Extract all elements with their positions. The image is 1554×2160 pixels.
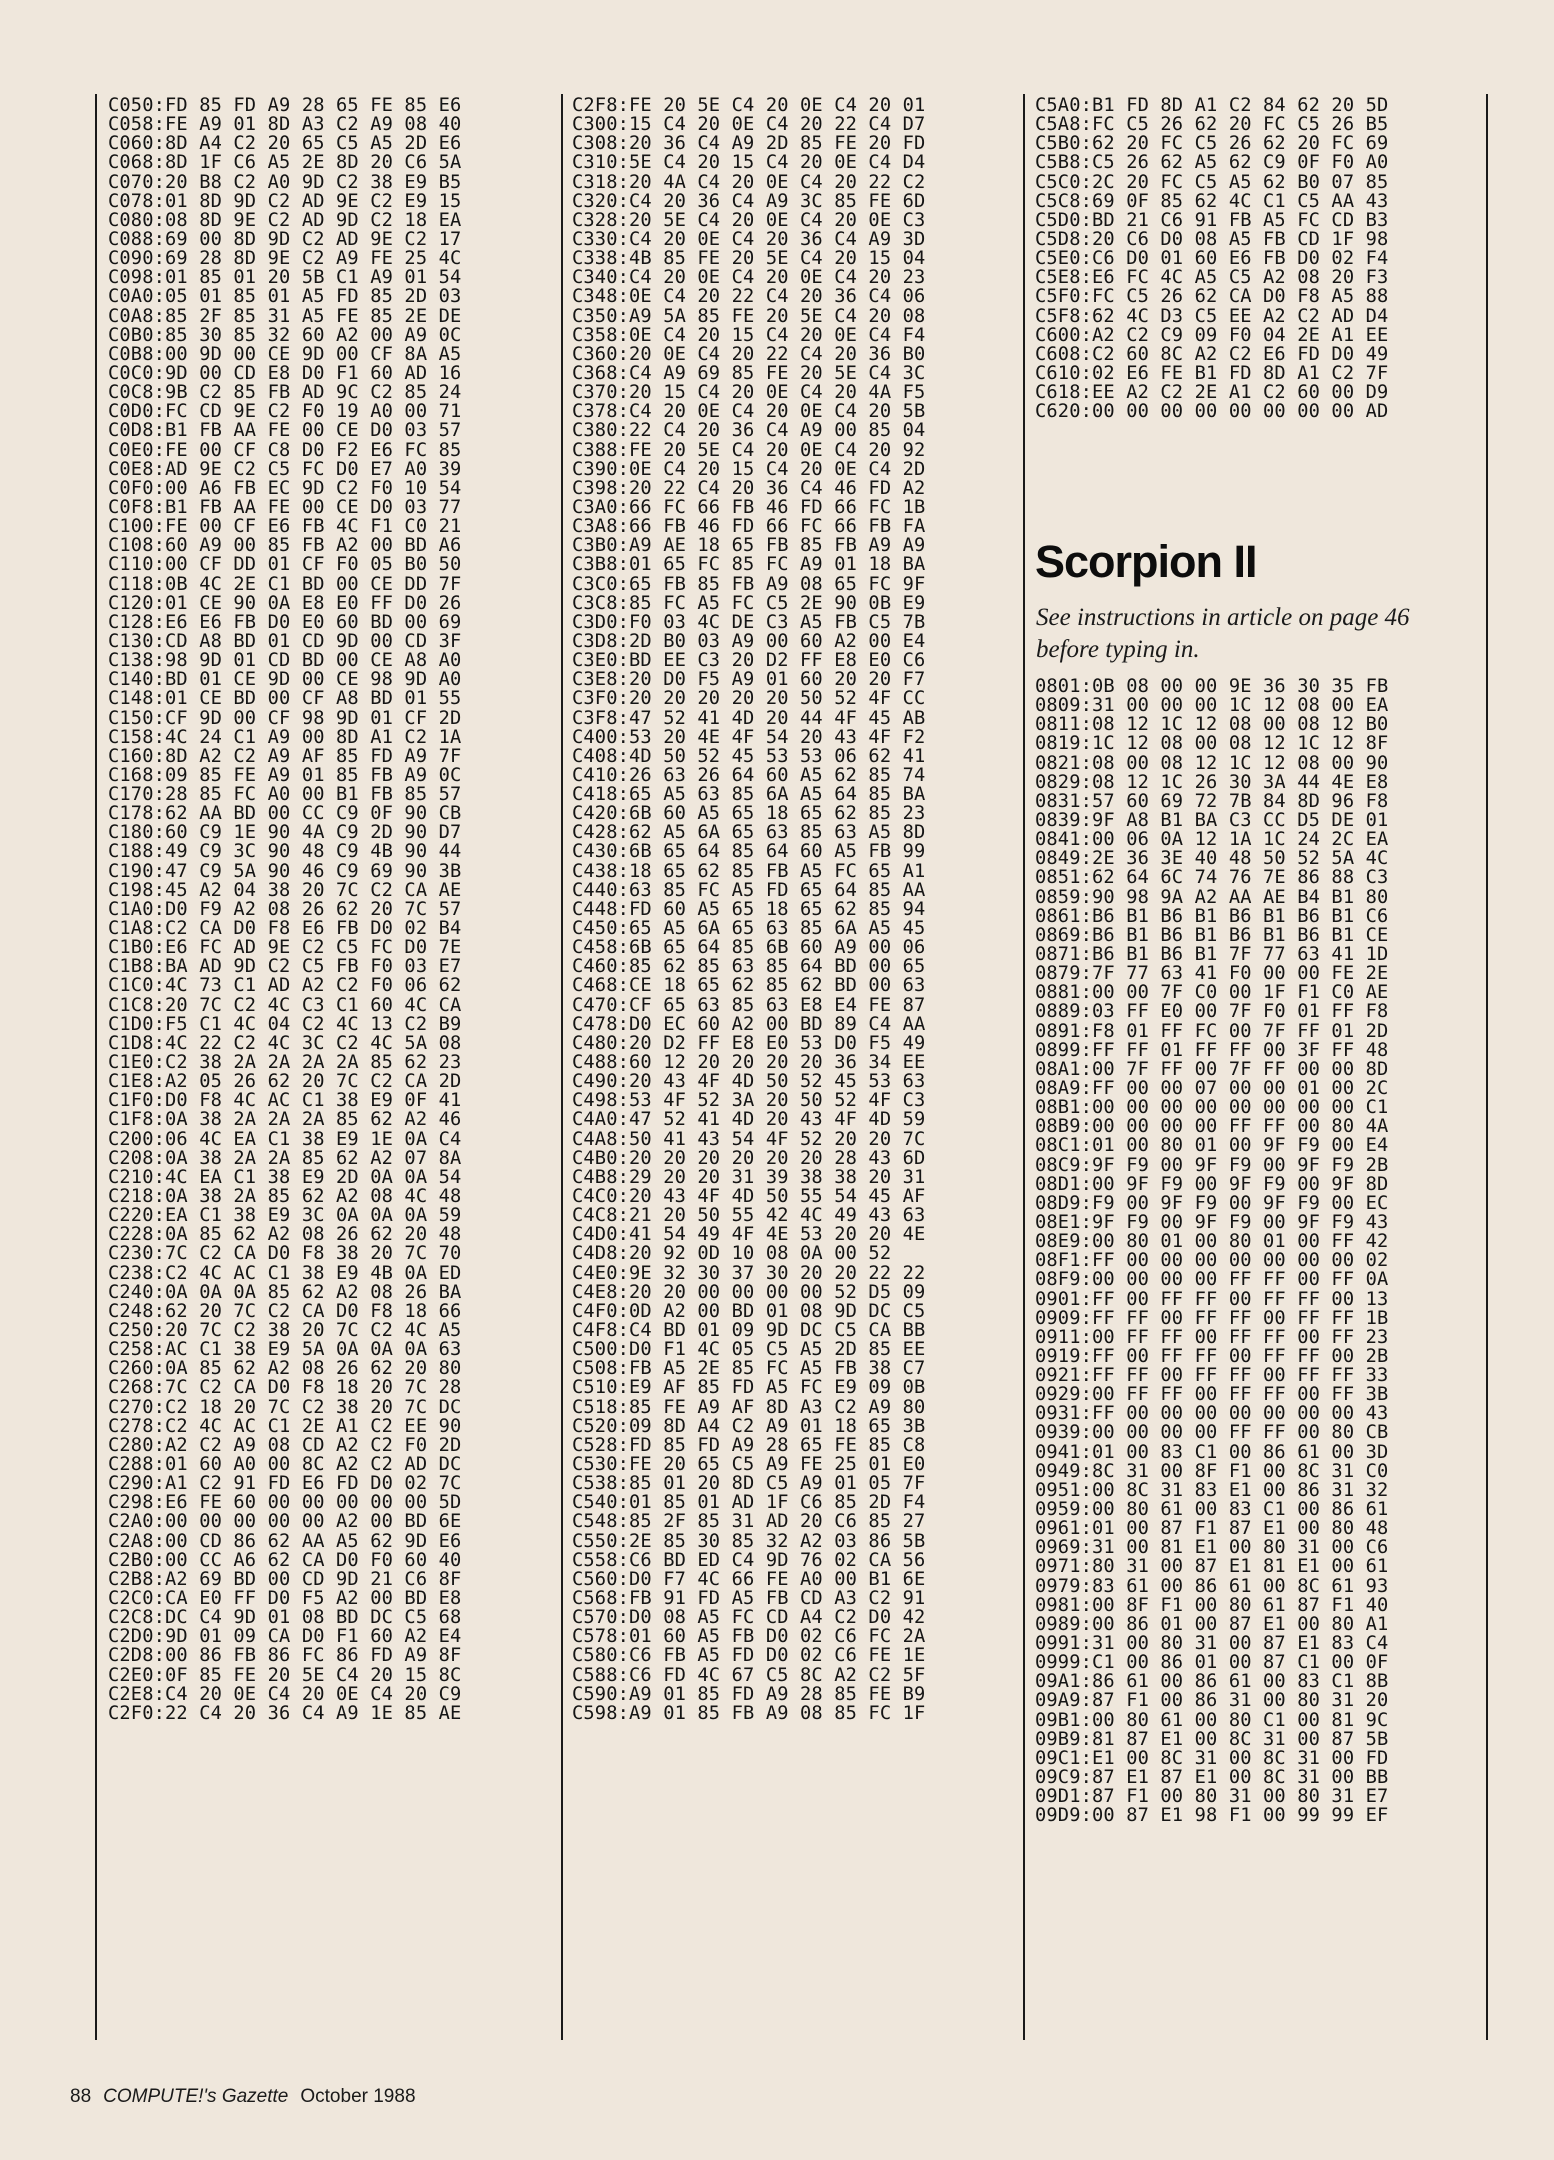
column-divider-right	[1486, 94, 1488, 2040]
listing-line: 0969:31 00 81 E1 00 80 31 00 C6	[1035, 1537, 1389, 1559]
listing-line: C498:53 4F 52 3A 20 50 52 4F C3	[572, 1090, 926, 1112]
listing-line: 0809:31 00 00 00 1C 12 08 00 EA	[1035, 695, 1389, 717]
listing-line: C1B8:BA AD 9D C2 C5 FB F0 03 E7	[108, 956, 462, 978]
listing-line: C150:CF 9D 00 CF 98 9D 01 CF 2D	[108, 707, 462, 729]
listing-line: C4C0:20 43 4F 4D 50 55 54 45 AF	[572, 1186, 926, 1208]
listing-line: C300:15 C4 20 0E C4 20 22 C4 D7	[572, 114, 926, 136]
listing-line: 08F1:FF 00 00 00 00 00 00 00 02	[1035, 1250, 1389, 1272]
listing-line: 0989:00 86 01 00 87 E1 00 80 A1	[1035, 1613, 1389, 1635]
listing-line: 0821:08 00 08 12 1C 12 08 00 90	[1035, 752, 1389, 774]
listing-line: 0859:90 98 9A A2 AA AE B4 B1 80	[1035, 886, 1389, 908]
listing-line: C1A0:D0 F9 A2 08 26 62 20 7C 57	[108, 898, 462, 920]
listing-line: C4F0:0D A2 00 BD 01 08 9D DC C5	[572, 1300, 926, 1322]
listing-line: C130:CD A8 BD 01 CD 9D 00 CD 3F	[108, 630, 462, 652]
listing-line: C088:69 00 8D 9D C2 AD 9E C2 17	[108, 228, 462, 250]
listing-line: C1E0:C2 38 2A 2A 2A 2A 85 62 23	[108, 1052, 462, 1074]
listing-line: C3F0:20 20 20 20 20 50 52 4F CC	[572, 688, 926, 710]
listing-line: 0901:FF 00 FF FF 00 FF FF 00 13	[1035, 1288, 1389, 1310]
listing-line: C4D0:41 54 49 4F 4E 53 20 20 4E	[572, 1224, 926, 1246]
listing-line: 09D9:00 87 E1 98 F1 00 99 99 EF	[1035, 1805, 1389, 1827]
listing-line: C100:FE 00 CF E6 FB 4C F1 C0 21	[108, 516, 462, 538]
listing-line: C178:62 AA BD 00 CC C9 0F 90 CB	[108, 803, 462, 825]
listing-line: C188:49 C9 3C 90 48 C9 4B 90 44	[108, 841, 462, 863]
listing-line: C350:A9 5A 85 FE 20 5E C4 20 08	[572, 305, 926, 327]
listing-line: 0851:62 64 6C 74 76 7E 86 88 C3	[1035, 867, 1389, 889]
listing-line: C5A0:B1 FD 8D A1 C2 84 62 20 5D	[1035, 95, 1389, 116]
listing-line: C240:0A 0A 0A 85 62 A2 08 26 BA	[108, 1281, 462, 1303]
listing-line: C328:20 5E C4 20 0E C4 20 0E C3	[572, 209, 926, 231]
listing-line: 0831:57 60 69 72 7B 84 8D 96 F8	[1035, 790, 1389, 812]
listing-line: C580:C6 FB A5 FD D0 02 C6 FE 1E	[572, 1645, 926, 1667]
listing-line: 0951:00 8C 31 83 E1 00 86 31 32	[1035, 1479, 1389, 1501]
listing-line: C4B8:29 20 20 31 39 38 38 20 31	[572, 1166, 926, 1188]
listing-line: 0819:1C 12 08 00 08 12 1C 12 8F	[1035, 733, 1389, 755]
listing-line: C280:A2 C2 A9 08 CD A2 C2 F0 2D	[108, 1434, 462, 1456]
listing-line: C210:4C EA C1 38 E9 2D 0A 0A 54	[108, 1166, 462, 1188]
listing-line: C250:20 7C C2 38 20 7C C2 4C A5	[108, 1320, 462, 1341]
listing-column-3	[1035, 96, 1388, 421]
publication-name: COMPUTE!'s Gazette	[103, 2086, 289, 2107]
listing-line: 0911:00 FF FF 00 FF FF 00 FF 23	[1035, 1326, 1389, 1348]
listing-line: C078:01 8D 9D C2 AD 9E C2 E9 15	[108, 190, 462, 212]
listing-line: C598:A9 01 85 FB A9 08 85 FC 1F	[572, 1702, 926, 1724]
listing-line: 09B1:00 80 61 00 80 C1 00 81 9C	[1035, 1709, 1389, 1731]
listing-line: 0909:FF FF 00 FF FF 00 FF FF 1B	[1035, 1307, 1389, 1329]
listing-line: C348:0E C4 20 22 C4 20 36 C4 06	[572, 286, 926, 308]
listing-line: C618:EE A2 C2 2E A1 C2 60 00 D9	[1035, 382, 1389, 404]
listing-line: C4C8:21 20 50 55 42 4C 49 43 63	[572, 1205, 926, 1227]
listing-line: C278:C2 4C AC C1 2E A1 C2 EE 90	[108, 1415, 462, 1437]
listing-line: C2D8:00 86 FB 86 FC 86 FD A9 8F	[108, 1645, 462, 1667]
listing-line: C4B0:20 20 20 20 20 20 28 43 6D	[572, 1147, 926, 1169]
listing-line: C3E8:20 D0 F5 A9 01 60 20 20 F7	[572, 669, 926, 691]
listing-line: C358:0E C4 20 15 C4 20 0E C4 F4	[572, 324, 926, 346]
listing-line: C5D0:BD 21 C6 91 FB A5 FC CD B3	[1035, 209, 1389, 231]
listing-line: C5E8:E6 FC 4C A5 C5 A2 08 20 F3	[1035, 267, 1389, 289]
listing-line: C2D0:9D 01 09 CA D0 F1 60 A2 E4	[108, 1626, 462, 1648]
scorpion-listing-column	[1035, 677, 1388, 1825]
listing-line: C418:65 A5 63 85 6A A5 64 85 BA	[572, 784, 926, 806]
listing-line: C260:0A 85 62 A2 08 26 62 20 80	[108, 1358, 462, 1380]
listing-line: 0941:01 00 83 C1 00 86 61 00 3D	[1035, 1441, 1389, 1463]
listing-line: C5D8:20 C6 D0 08 A5 FB CD 1F 98	[1035, 228, 1389, 250]
article-title: Scorpion II	[1035, 536, 1257, 587]
listing-line: C568:FB 91 FD A5 FB CD A3 C2 91	[572, 1587, 926, 1609]
listing-line: C550:2E 85 30 85 32 A2 03 86 5B	[572, 1530, 926, 1552]
listing-line: C5F8:62 4C D3 C5 EE A2 C2 AD D4	[1035, 305, 1389, 327]
listing-line: C368:C4 A9 69 85 FE 20 5E C4 3C	[572, 362, 926, 384]
listing-line: C558:C6 BD ED C4 9D 76 02 CA 56	[572, 1549, 926, 1571]
listing-line: C4A8:50 41 43 54 4F 52 20 20 7C	[572, 1128, 926, 1150]
listing-column-1	[108, 96, 461, 1723]
listing-line: C458:6B 65 64 85 6B 60 A9 00 06	[572, 937, 926, 959]
listing-line: C318:20 4A C4 20 0E C4 20 22 C2	[572, 171, 926, 193]
listing-line: C610:02 E6 FE B1 FD 8D A1 C2 7F	[1035, 362, 1389, 384]
listing-line: C158:4C 24 C1 A9 00 8D A1 C2 1A	[108, 726, 462, 748]
listing-line: C1C8:20 7C C2 4C C3 C1 60 4C CA	[108, 994, 462, 1016]
listing-line: C410:26 63 26 64 60 A5 62 85 74	[572, 764, 926, 786]
listing-line: C230:7C C2 CA D0 F8 38 20 7C 70	[108, 1243, 462, 1265]
listing-line: C3C0:65 FB 85 FB A9 08 65 FC 9F	[572, 573, 926, 595]
listing-line: C3F8:47 52 41 4D 20 44 4F 45 AB	[572, 707, 926, 729]
listing-line: C2A0:00 00 00 00 00 A2 00 BD 6E	[108, 1511, 462, 1533]
listing-line: C4E8:20 20 00 00 00 00 52 D5 09	[572, 1281, 926, 1303]
listing-line: C2F8:FE 20 5E C4 20 0E C4 20 01	[572, 95, 926, 116]
listing-line: C2F0:22 C4 20 36 C4 A9 1E 85 AE	[108, 1702, 462, 1724]
listing-line: C058:FE A9 01 8D A3 C2 A9 08 40	[108, 114, 462, 136]
listing-line: C0E8:AD 9E C2 C5 FC D0 E7 A0 39	[108, 458, 462, 480]
typing-instructions: See instructions in article on page 46 before typing in.	[1036, 604, 1410, 663]
listing-line: C1D0:F5 C1 4C 04 C2 4C 13 C2 B9	[108, 1013, 462, 1035]
listing-line: C398:20 22 C4 20 36 C4 46 FD A2	[572, 477, 926, 499]
listing-line: 0861:B6 B1 B6 B1 B6 B1 B6 B1 C6	[1035, 905, 1389, 927]
listing-line: C180:60 C9 1E 90 4A C9 2D 90 D7	[108, 822, 462, 844]
listing-line: C190:47 C9 5A 90 46 C9 69 90 3B	[108, 860, 462, 882]
listing-line: C5B0:62 20 FC C5 26 62 20 FC 69	[1035, 133, 1389, 155]
listing-line: C208:0A 38 2A 2A 85 62 A2 07 8A	[108, 1147, 462, 1169]
listing-line: C520:09 8D A4 C2 A9 01 18 65 3B	[572, 1415, 926, 1437]
listing-line: C1D8:4C 22 C2 4C 3C C2 4C 5A 08	[108, 1032, 462, 1054]
listing-line: C200:06 4C EA C1 38 E9 1E 0A C4	[108, 1128, 462, 1150]
listing-line: C0D8:B1 FB AA FE 00 CE D0 03 57	[108, 420, 462, 442]
listing-line: C1B0:E6 FC AD 9E C2 C5 FC D0 7E	[108, 937, 462, 959]
listing-line: 0879:7F 77 63 41 F0 00 00 FE 2E	[1035, 963, 1389, 985]
listing-line: 0921:FF FF 00 FF FF 00 FF FF 33	[1035, 1365, 1389, 1387]
listing-line: 0979:83 61 00 86 61 00 8C 61 93	[1035, 1575, 1389, 1597]
listing-line: C1E8:A2 05 26 62 20 7C C2 CA 2D	[108, 1071, 462, 1093]
listing-line: 08B1:00 00 00 00 00 00 00 00 C1	[1035, 1097, 1389, 1119]
listing-line: 0839:9F A8 B1 BA C3 CC D5 DE 01	[1035, 809, 1389, 831]
listing-line: C588:C6 FD 4C 67 C5 8C A2 C2 5F	[572, 1664, 926, 1686]
listing-line: 0981:00 8F F1 00 80 61 87 F1 40	[1035, 1594, 1389, 1616]
listing-line: C218:0A 38 2A 85 62 A2 08 4C 48	[108, 1186, 462, 1208]
listing-line: 08E9:00 80 01 00 80 01 00 FF 42	[1035, 1231, 1389, 1253]
listing-line: C448:FD 60 A5 65 18 65 62 85 94	[572, 898, 926, 920]
listing-line: 08E1:9F F9 00 9F F9 00 9F F9 43	[1035, 1211, 1389, 1233]
listing-line: C170:28 85 FC A0 00 B1 FB 85 57	[108, 784, 462, 806]
listing-line: C198:45 A2 04 38 20 7C C2 CA AE	[108, 879, 462, 901]
listing-line: 09A1:86 61 00 86 61 00 83 C1 8B	[1035, 1671, 1389, 1693]
listing-line: C090:69 28 8D 9E C2 A9 FE 25 4C	[108, 248, 462, 270]
listing-line: C0A0:05 01 85 01 A5 FD 85 2D 03	[108, 286, 462, 308]
listing-line: C450:65 A5 6A 65 63 85 6A A5 45	[572, 918, 926, 940]
listing-line: C168:09 85 FE A9 01 85 FB A9 0C	[108, 764, 462, 786]
listing-line: C400:53 20 4E 4F 54 20 43 4F F2	[572, 726, 926, 748]
listing-line: C4A0:47 52 41 4D 20 43 4F 4D 59	[572, 1109, 926, 1131]
listing-line: C248:62 20 7C C2 CA D0 F8 18 66	[108, 1300, 462, 1322]
listing-line: C518:85 FE A9 AF 8D A3 C2 A9 80	[572, 1396, 926, 1418]
listing-line: 0889:03 FF E0 00 7F F0 01 FF F8	[1035, 1001, 1389, 1023]
listing-line: C388:FE 20 5E C4 20 0E C4 20 92	[572, 439, 926, 461]
listing-line: 08D9:F9 00 9F F9 00 9F F9 00 EC	[1035, 1192, 1389, 1214]
listing-line: C118:0B 4C 2E C1 BD 00 CE DD 7F	[108, 573, 462, 595]
listing-line: 0971:80 31 00 87 E1 81 E1 00 61	[1035, 1556, 1389, 1578]
listing-line: C408:4D 50 52 45 53 53 06 62 41	[572, 745, 926, 767]
listing-line: C590:A9 01 85 FD A9 28 85 FE B9	[572, 1683, 926, 1705]
listing-line: 0919:FF 00 FF FF 00 FF FF 00 2B	[1035, 1345, 1389, 1367]
listing-line: C148:01 CE BD 00 CF A8 BD 01 55	[108, 688, 462, 710]
listing-line: 08C9:9F F9 00 9F F9 00 9F F9 2B	[1035, 1154, 1389, 1176]
listing-line: C320:C4 20 36 C4 A9 3C 85 FE 6D	[572, 190, 926, 212]
column-divider-2	[1023, 94, 1025, 2040]
listing-line: 08C1:01 00 80 01 00 9F F9 00 E4	[1035, 1135, 1389, 1157]
column-divider-left	[95, 94, 97, 2040]
listing-line: 08A9:FF 00 00 07 00 00 01 00 2C	[1035, 1077, 1389, 1099]
column-divider-1	[561, 94, 563, 2040]
listing-line: C428:62 A5 6A 65 63 85 63 A5 8D	[572, 822, 926, 844]
listing-line: C3A0:66 FC 66 FB 46 FD 66 FC 1B	[572, 496, 926, 518]
listing-line: C5A8:FC C5 26 62 20 FC C5 26 B5	[1035, 114, 1389, 136]
page-number: 88	[70, 2086, 92, 2107]
listing-line: C608:C2 60 8C A2 C2 E6 FD D0 49	[1035, 343, 1389, 365]
listing-line: C370:20 15 C4 20 0E C4 20 4A F5	[572, 382, 926, 404]
listing-line: C380:22 C4 20 36 C4 A9 00 85 04	[572, 420, 926, 442]
listing-line: C258:AC C1 38 E9 5A 0A 0A 0A 63	[108, 1339, 462, 1361]
listing-line: C420:6B 60 A5 65 18 65 62 85 23	[572, 803, 926, 825]
listing-line: C460:85 62 85 63 85 64 BD 00 65	[572, 956, 926, 978]
listing-line: 0891:F8 01 FF FC 00 7F FF 01 2D	[1035, 1020, 1389, 1042]
listing-line: C480:20 D2 FF E8 E0 53 D0 F5 49	[572, 1032, 926, 1054]
listing-line: C0F0:00 A6 FB EC 9D C2 F0 10 54	[108, 477, 462, 499]
listing-line: C138:98 9D 01 CD BD 00 CE A8 A0	[108, 650, 462, 672]
listing-line: C2C8:DC C4 9D 01 08 BD DC C5 68	[108, 1607, 462, 1629]
listing-line: C0E0:FE 00 CF C8 D0 F2 E6 FC 85	[108, 439, 462, 461]
listing-line: C128:E6 E6 FB D0 E0 60 BD 00 69	[108, 611, 462, 633]
listing-line: C220:EA C1 38 E9 3C 0A 0A 0A 59	[108, 1205, 462, 1227]
listing-line: C3C8:85 FC A5 FC C5 2E 90 0B E9	[572, 592, 926, 614]
listing-line: C540:01 85 01 AD 1F C6 85 2D F4	[572, 1492, 926, 1514]
listing-line: 08B9:00 00 00 00 FF FF 00 80 4A	[1035, 1116, 1389, 1138]
listing-line: 0869:B6 B1 B6 B1 B6 B1 B6 B1 CE	[1035, 924, 1389, 946]
listing-line: C0A8:85 2F 85 31 A5 FE 85 2E DE	[108, 305, 462, 327]
listing-line: 0801:0B 08 00 00 9E 36 30 35 FB	[1035, 676, 1389, 697]
listing-line: C4D8:20 92 0D 10 08 0A 00 52	[572, 1243, 892, 1265]
listing-line: C310:5E C4 20 15 C4 20 0E C4 D4	[572, 152, 926, 174]
listing-line: C080:08 8D 9E C2 AD 9D C2 18 EA	[108, 209, 462, 231]
listing-line: C570:D0 08 A5 FC CD A4 C2 D0 42	[572, 1607, 926, 1629]
listing-line: C620:00 00 00 00 00 00 00 00 AD	[1035, 401, 1389, 423]
listing-line: C538:85 01 20 8D C5 A9 01 05 7F	[572, 1473, 926, 1495]
listing-line: 08A1:00 7F FF 00 7F FF 00 00 8D	[1035, 1058, 1389, 1080]
listing-line: C098:01 85 01 20 5B C1 A9 01 54	[108, 267, 462, 289]
listing-line: C438:18 65 62 85 FB A5 FC 65 A1	[572, 860, 926, 882]
listing-line: 0841:00 06 0A 12 1A 1C 24 2C EA	[1035, 829, 1389, 851]
listing-line: 0899:FF FF 01 FF FF 00 3F FF 48	[1035, 1039, 1389, 1061]
listing-line: C068:8D 1F C6 A5 2E 8D 20 C6 5A	[108, 152, 462, 174]
listing-line: C330:C4 20 0E C4 20 36 C4 A9 3D	[572, 228, 926, 250]
listing-line: C3B8:01 65 FC 85 FC A9 01 18 BA	[572, 554, 926, 576]
listing-line: C0C8:9B C2 85 FB AD 9C C2 85 24	[108, 382, 462, 404]
listing-line: C110:00 CF DD 01 CF F0 05 B0 50	[108, 554, 462, 576]
listing-line: C3D0:F0 03 4C DE C3 A5 FB C5 7B	[572, 611, 926, 633]
listing-line: C548:85 2F 85 31 AD 20 C6 85 27	[572, 1511, 926, 1533]
listing-line: C1F0:D0 F8 4C AC C1 38 E9 0F 41	[108, 1090, 462, 1112]
listing-line: C340:C4 20 0E C4 20 0E C4 20 23	[572, 267, 926, 289]
listing-line: C270:C2 18 20 7C C2 38 20 7C DC	[108, 1396, 462, 1418]
listing-line: C578:01 60 A5 FB D0 02 C6 FC 2A	[572, 1626, 926, 1648]
listing-line: C5C8:69 0F 85 62 4C C1 C5 AA 43	[1035, 190, 1389, 212]
listing-line: 09B9:81 87 E1 00 8C 31 00 87 5B	[1035, 1728, 1389, 1750]
listing-line: C1C0:4C 73 C1 AD A2 C2 F0 06 62	[108, 975, 462, 997]
listing-line: C2A8:00 CD 86 62 AA A5 62 9D E6	[108, 1530, 462, 1552]
listing-line: C338:4B 85 FE 20 5E C4 20 15 04	[572, 248, 926, 270]
listing-line: C2C0:CA E0 FF D0 F5 A2 00 BD E8	[108, 1587, 462, 1609]
listing-line: 0999:C1 00 86 01 00 87 C1 00 0F	[1035, 1652, 1389, 1674]
listing-line: 08F9:00 00 00 00 FF FF 00 FF 0A	[1035, 1269, 1389, 1291]
listing-line: C3D8:2D B0 03 A9 00 60 A2 00 E4	[572, 630, 926, 652]
listing-line: C478:D0 EC 60 A2 00 BD 89 C4 AA	[572, 1013, 926, 1035]
listing-line: C5E0:C6 D0 01 60 E6 FB D0 02 F4	[1035, 248, 1389, 270]
listing-line: C298:E6 FE 60 00 00 00 00 00 5D	[108, 1492, 462, 1514]
listing-line: C060:8D A4 C2 20 65 C5 A5 2D E6	[108, 133, 462, 155]
listing-line: C290:A1 C2 91 FD E6 FD D0 02 7C	[108, 1473, 462, 1495]
listing-line: C050:FD 85 FD A9 28 65 FE 85 E6	[108, 95, 462, 116]
listing-line: C070:20 B8 C2 A0 9D C2 38 E9 B5	[108, 171, 462, 193]
listing-line: C140:BD 01 CE 9D 00 CE 98 9D A0	[108, 669, 462, 691]
listing-line: C600:A2 C2 C9 09 F0 04 2E A1 EE	[1035, 324, 1389, 346]
listing-line: C0B0:85 30 85 32 60 A2 00 A9 0C	[108, 324, 462, 346]
listing-line: C2B8:A2 69 BD 00 CD 9D 21 C6 8F	[108, 1568, 462, 1590]
listing-line: C500:D0 F1 4C 05 C5 A5 2D 85 EE	[572, 1339, 926, 1361]
listing-line: 0961:01 00 87 F1 87 E1 00 80 48	[1035, 1518, 1389, 1540]
listing-line: C560:D0 F7 4C 66 FE A0 00 B1 6E	[572, 1568, 926, 1590]
listing-line: C390:0E C4 20 15 C4 20 0E C4 2D	[572, 458, 926, 480]
listing-line: 0929:00 FF FF 00 FF FF 00 FF 3B	[1035, 1384, 1389, 1406]
listing-line: C228:0A 85 62 A2 08 26 62 20 48	[108, 1224, 462, 1246]
listing-line: C488:60 12 20 20 20 20 36 34 EE	[572, 1052, 926, 1074]
listing-line: 0881:00 00 7F C0 00 1F F1 C0 AE	[1035, 982, 1389, 1004]
listing-line: C2E8:C4 20 0E C4 20 0E C4 20 C9	[108, 1683, 462, 1705]
listing-line: 09A9:87 F1 00 86 31 00 80 31 20	[1035, 1690, 1389, 1712]
listing-line: 0939:00 00 00 00 FF FF 00 80 CB	[1035, 1422, 1389, 1444]
listing-line: C3B0:A9 AE 18 65 FB 85 FB A9 A9	[572, 535, 926, 557]
listing-line: 0949:8C 31 00 8F F1 00 8C 31 C0	[1035, 1460, 1389, 1482]
listing-line: 0849:2E 36 3E 40 48 50 52 5A 4C	[1035, 848, 1389, 870]
listing-line: C3A8:66 FB 46 FD 66 FC 66 FB FA	[572, 516, 926, 538]
listing-line: C2E0:0F 85 FE 20 5E C4 20 15 8C	[108, 1664, 462, 1686]
listing-line: C308:20 36 C4 A9 2D 85 FE 20 FD	[572, 133, 926, 155]
listing-line: C0B8:00 9D 00 CE 9D 00 CF 8A A5	[108, 343, 462, 365]
listing-line: C0C0:9D 00 CD E8 D0 F1 60 AD 16	[108, 362, 462, 384]
listing-line: 09C9:87 E1 87 E1 00 8C 31 00 BB	[1035, 1767, 1389, 1789]
listing-line: C5B8:C5 26 62 A5 62 C9 0F F0 A0	[1035, 152, 1389, 174]
listing-line: C120:01 CE 90 0A E8 E0 FF D0 26	[108, 592, 462, 614]
listing-line: C430:6B 65 64 85 64 60 A5 FB 99	[572, 841, 926, 863]
listing-line: 0991:31 00 80 31 00 87 E1 83 C4	[1035, 1633, 1389, 1655]
listing-column-2	[572, 96, 925, 1723]
listing-line: 09C1:E1 00 8C 31 00 8C 31 00 FD	[1035, 1747, 1389, 1769]
listing-line: 0931:FF 00 00 00 00 00 00 00 43	[1035, 1403, 1389, 1425]
listing-line: C2B0:00 CC A6 62 CA D0 F0 60 40	[108, 1549, 462, 1571]
listing-line: C530:FE 20 65 C5 A9 FE 25 01 E0	[572, 1453, 926, 1475]
listing-line: C528:FD 85 FD A9 28 65 FE 85 C8	[572, 1434, 926, 1456]
issue-date: October 1988	[300, 2086, 416, 2107]
page-footer	[70, 2086, 416, 2108]
listing-line: C3E0:BD EE C3 20 D2 FF E8 E0 C6	[572, 650, 926, 672]
listing-line: C510:E9 AF 85 FD A5 FC E9 09 0B	[572, 1377, 926, 1399]
listing-line: C5F0:FC C5 26 62 CA D0 F8 A5 88	[1035, 286, 1389, 308]
listing-line: 0829:08 12 1C 26 30 3A 44 4E E8	[1035, 771, 1389, 793]
listing-line: 09D1:87 F1 00 80 31 00 80 31 E7	[1035, 1786, 1389, 1808]
listing-line: C440:63 85 FC A5 FD 65 64 85 AA	[572, 879, 926, 901]
listing-line: C4F8:C4 BD 01 09 9D DC C5 CA BB	[572, 1320, 926, 1341]
listing-line: C0F8:B1 FB AA FE 00 CE D0 03 77	[108, 496, 462, 518]
listing-line: C1F8:0A 38 2A 2A 2A 85 62 A2 46	[108, 1109, 462, 1131]
listing-line: C1A8:C2 CA D0 F8 E6 FB D0 02 B4	[108, 918, 462, 940]
listing-line: C160:8D A2 C2 A9 AF 85 FD A9 7F	[108, 745, 462, 767]
listing-line: C238:C2 4C AC C1 38 E9 4B 0A ED	[108, 1262, 462, 1284]
listing-line: 0871:B6 B1 B6 B1 7F 77 63 41 1D	[1035, 943, 1389, 965]
listing-line: 08D1:00 9F F9 00 9F F9 00 9F 8D	[1035, 1173, 1389, 1195]
listing-line: C108:60 A9 00 85 FB A2 00 BD A6	[108, 535, 462, 557]
listing-line: C268:7C C2 CA D0 F8 18 20 7C 28	[108, 1377, 462, 1399]
listing-line: C378:C4 20 0E C4 20 0E C4 20 5B	[572, 401, 926, 423]
listing-line: C360:20 0E C4 20 22 C4 20 36 B0	[572, 343, 926, 365]
listing-line: C468:CE 18 65 62 85 62 BD 00 63	[572, 975, 926, 997]
listing-line: C4E0:9E 32 30 37 30 20 20 22 22	[572, 1262, 926, 1284]
listing-line: 0959:00 80 61 00 83 C1 00 86 61	[1035, 1499, 1389, 1521]
listing-line: C288:01 60 A0 00 8C A2 C2 AD DC	[108, 1453, 462, 1475]
listing-line: C0D0:FC CD 9E C2 F0 19 A0 00 71	[108, 401, 462, 423]
listing-line: C490:20 43 4F 4D 50 52 45 53 63	[572, 1071, 926, 1093]
listing-line: 0811:08 12 1C 12 08 00 08 12 B0	[1035, 714, 1389, 736]
listing-line: C508:FB A5 2E 85 FC A5 FB 38 C7	[572, 1358, 926, 1380]
listing-line: C470:CF 65 63 85 63 E8 E4 FE 87	[572, 994, 926, 1016]
listing-line: C5C0:2C 20 FC C5 A5 62 B0 07 85	[1035, 171, 1389, 193]
